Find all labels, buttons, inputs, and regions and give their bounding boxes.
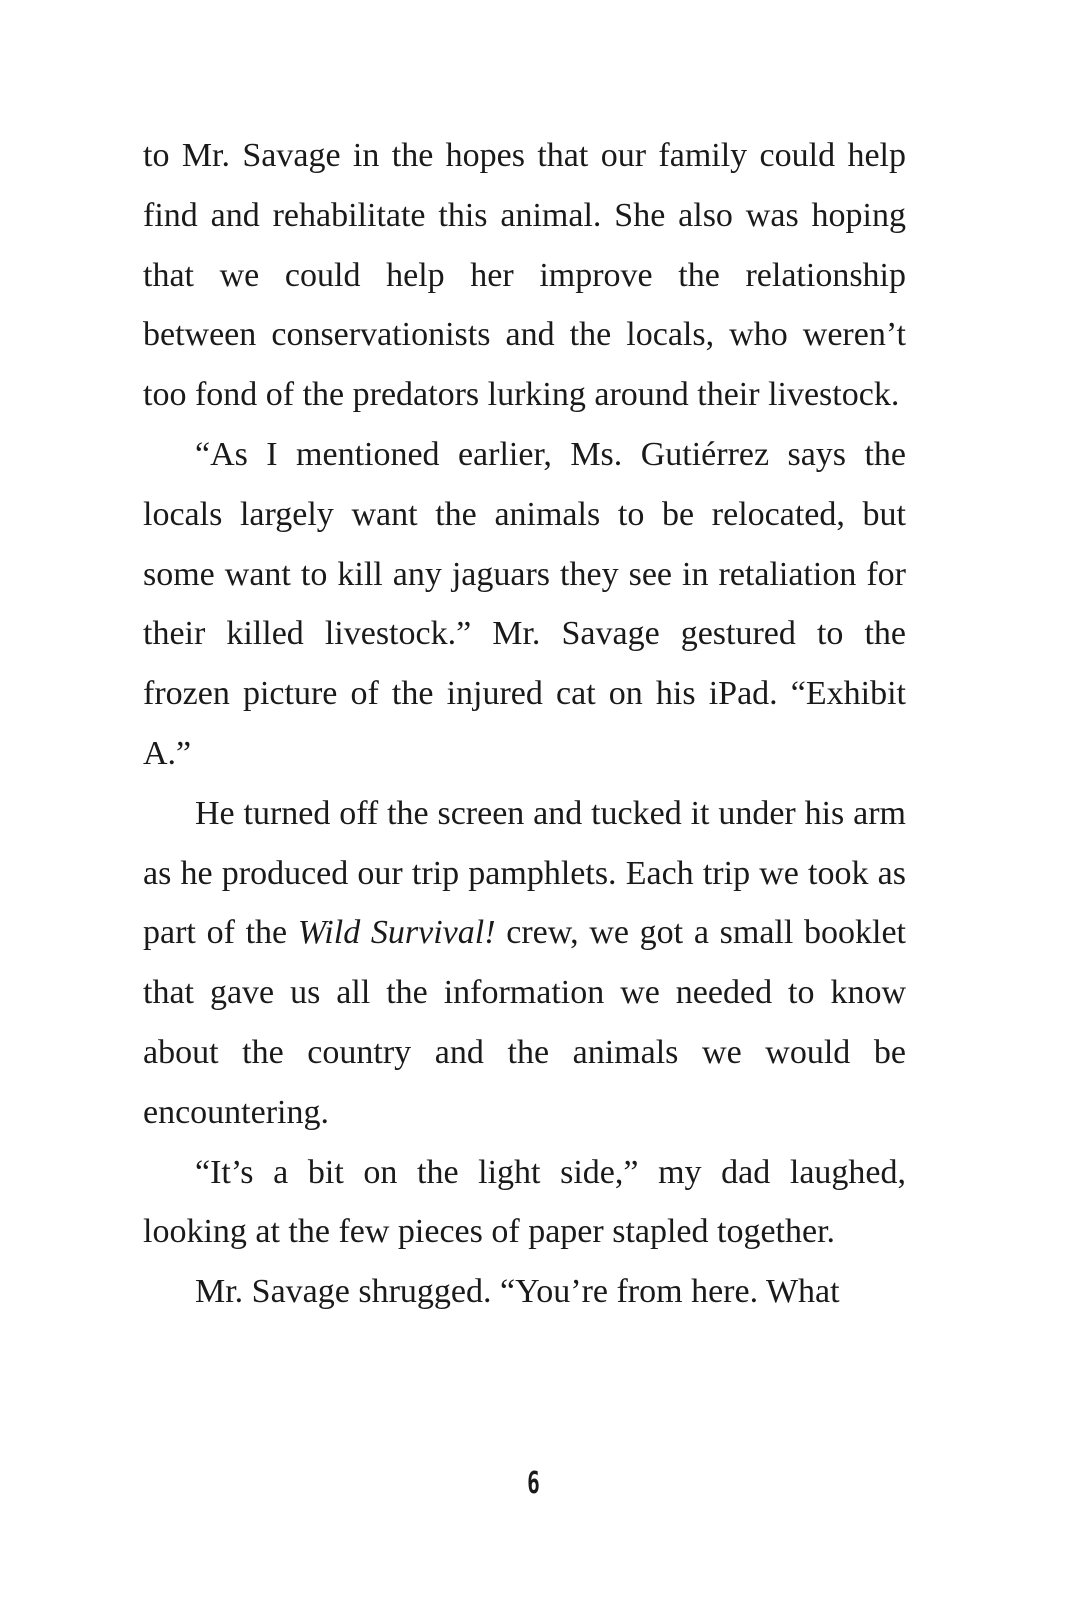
paragraph-5: Mr. Savage shrugged. “You’re from here. What xyxy=(195,1273,840,1311)
paragraph-4: “It’s a bit on the light side,” my dad laughed, looking at the few pieces of paper stapled together. xyxy=(143,1153,906,1251)
paragraph-2: “As I mentioned earlier, Ms. Gutiérrez says the locals largely want the animals to be relocated, but some want to kill any jaguars they see in retaliation for their killed livestock.” Mr. Savage gestured to the frozen picture of the injured cat on his iPad. “Exhibit A.” xyxy=(143,435,906,772)
show-title-italic: Wild Survival! xyxy=(297,914,496,952)
paragraph-3-text-before: He turned off the screen and tucked it under his arm as he produced our trip pamphlets. Each trip we took as part of the xyxy=(143,794,906,952)
paragraph-3 xyxy=(143,784,906,1143)
page-body xyxy=(143,126,906,1322)
paragraph-3-text-after: crew, we got a small booklet that gave us all the information we needed to know about the country and the animals we would be encountering. xyxy=(143,914,906,1131)
page-number: 6 xyxy=(527,1466,540,1501)
paragraph-1: to Mr. Savage in the hopes that our family could help find and rehabilitate this animal. She also was hoping that we could help her improve the relationship between conservationists and the locals, who weren’t too fond of the predators lurking around their livestock. xyxy=(143,137,906,414)
